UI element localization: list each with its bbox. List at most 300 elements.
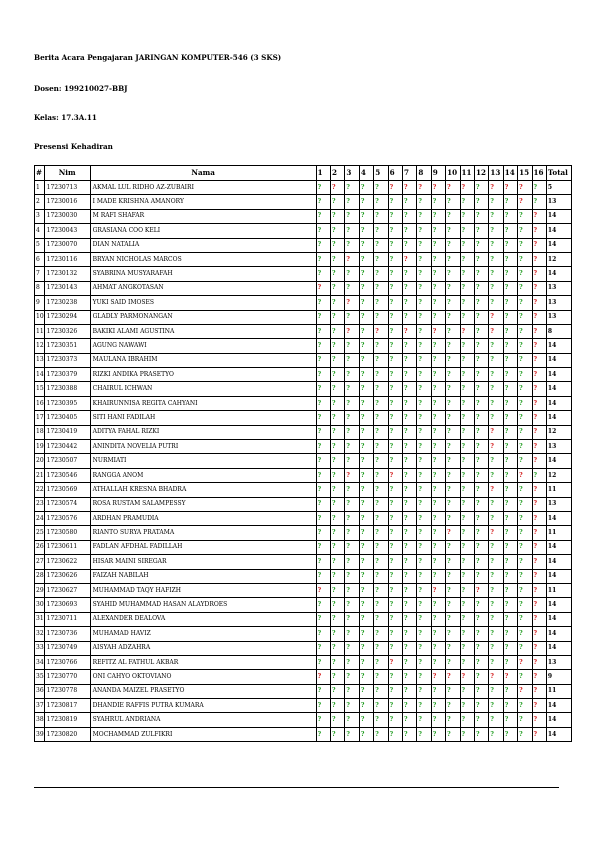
student-name: M RAFI SHAFAR [90,209,316,223]
attendance-mark: ? [446,324,460,338]
attendance-mark: ? [489,483,503,497]
attendance-mark: ? [460,655,474,669]
attendance-mark: ? [359,598,373,612]
student-nim: 17230713 [44,181,90,195]
attendance-mark: ? [374,310,388,324]
attendance-total: 13 [546,310,571,324]
attendance-mark: ? [431,684,445,698]
attendance-mark: ? [316,670,330,684]
attendance-mark: ? [331,641,345,655]
attendance-mark: ? [374,238,388,252]
attendance-mark: ? [417,655,431,669]
attendance-total: 14 [546,353,571,367]
attendance-mark: ? [374,555,388,569]
attendance-mark: ? [316,281,330,295]
attendance-mark: ? [345,440,359,454]
row-number: 1 [35,181,45,195]
attendance-mark: ? [446,699,460,713]
attendance-total: 13 [546,440,571,454]
attendance-total: 11 [546,526,571,540]
attendance-mark: ? [402,497,416,511]
attendance-mark: ? [431,670,445,684]
attendance-mark: ? [532,368,546,382]
attendance-mark: ? [374,454,388,468]
attendance-mark: ? [331,526,345,540]
student-name: AHMAT ANGKOTASAN [90,281,316,295]
attendance-mark: ? [503,224,517,238]
attendance-mark: ? [388,511,402,525]
student-name: FADLAN AFDHAL FADILLAH [90,540,316,554]
attendance-mark: ? [345,555,359,569]
attendance-mark: ? [518,425,532,439]
attendance-mark: ? [446,195,460,209]
attendance-mark: ? [446,612,460,626]
attendance-mark: ? [532,511,546,525]
attendance-mark: ? [446,598,460,612]
attendance-mark: ? [331,181,345,195]
attendance-mark: ? [402,195,416,209]
student-name: RANGGA ANOM [90,468,316,482]
attendance-mark: ? [374,411,388,425]
attendance-mark: ? [532,555,546,569]
attendance-mark: ? [316,497,330,511]
attendance-mark: ? [316,440,330,454]
attendance-mark: ? [532,627,546,641]
row-number: 26 [35,540,45,554]
table-row [35,252,572,266]
attendance-mark: ? [417,368,431,382]
row-number: 23 [35,497,45,511]
attendance-mark: ? [532,195,546,209]
attendance-mark: ? [474,454,488,468]
attendance-mark: ? [316,238,330,252]
attendance-mark: ? [374,339,388,353]
attendance-mark: ? [388,440,402,454]
student-nim: 17230388 [44,382,90,396]
attendance-mark: ? [388,641,402,655]
attendance-mark: ? [345,353,359,367]
attendance-mark: ? [460,267,474,281]
attendance-mark: ? [359,195,373,209]
attendance-mark: ? [431,727,445,741]
attendance-mark: ? [518,396,532,410]
column-header: 2 [331,166,345,181]
table-row [35,425,572,439]
attendance-mark: ? [359,511,373,525]
attendance-mark: ? [402,324,416,338]
attendance-mark: ? [446,727,460,741]
table-row [35,497,572,511]
student-nim: 17230030 [44,209,90,223]
table-row [35,368,572,382]
attendance-mark: ? [474,627,488,641]
column-header: 7 [402,166,416,181]
table-row [35,353,572,367]
attendance-mark: ? [417,627,431,641]
attendance-mark: ? [518,382,532,396]
attendance-mark: ? [518,655,532,669]
student-name: ANANDA MAIZEL PRASETYO [90,684,316,698]
attendance-mark: ? [374,195,388,209]
attendance-mark: ? [489,324,503,338]
attendance-mark: ? [474,555,488,569]
attendance-mark: ? [431,497,445,511]
attendance-mark: ? [374,641,388,655]
attendance-table [34,165,572,742]
student-name: ANINDITA NOVELIA PUTRI [90,440,316,454]
column-header: # [35,166,45,181]
attendance-mark: ? [417,181,431,195]
attendance-mark: ? [331,411,345,425]
attendance-mark: ? [359,425,373,439]
attendance-mark: ? [431,627,445,641]
attendance-mark: ? [316,396,330,410]
attendance-total: 8 [546,324,571,338]
attendance-mark: ? [474,224,488,238]
attendance-mark: ? [345,324,359,338]
attendance-mark: ? [331,468,345,482]
student-name: AISYAH ADZAHRA [90,641,316,655]
attendance-mark: ? [417,440,431,454]
table-row [35,670,572,684]
attendance-mark: ? [316,382,330,396]
attendance-mark: ? [402,181,416,195]
attendance-mark: ? [446,468,460,482]
table-row [35,468,572,482]
attendance-mark: ? [460,339,474,353]
attendance-mark: ? [417,382,431,396]
attendance-mark: ? [460,209,474,223]
attendance-mark: ? [446,339,460,353]
attendance-total: 14 [546,411,571,425]
attendance-mark: ? [518,670,532,684]
attendance-mark: ? [460,526,474,540]
attendance-total: 13 [546,296,571,310]
student-nim: 17230405 [44,411,90,425]
row-number: 20 [35,454,45,468]
attendance-mark: ? [503,699,517,713]
attendance-mark: ? [489,555,503,569]
attendance-mark: ? [474,411,488,425]
attendance-mark: ? [503,324,517,338]
row-number: 38 [35,713,45,727]
attendance-mark: ? [460,425,474,439]
attendance-mark: ? [532,612,546,626]
column-header: 16 [532,166,546,181]
attendance-mark: ? [489,382,503,396]
attendance-mark: ? [460,569,474,583]
attendance-mark: ? [402,281,416,295]
attendance-mark: ? [417,238,431,252]
attendance-mark: ? [316,583,330,597]
attendance-mark: ? [460,310,474,324]
attendance-mark: ? [388,569,402,583]
attendance-mark: ? [417,598,431,612]
attendance-mark: ? [532,699,546,713]
student-nim: 17230419 [44,425,90,439]
attendance-mark: ? [460,583,474,597]
attendance-total: 9 [546,670,571,684]
attendance-mark: ? [402,670,416,684]
student-name: DIAN NATALIA [90,238,316,252]
column-header: 6 [388,166,402,181]
attendance-mark: ? [460,411,474,425]
attendance-mark: ? [331,368,345,382]
attendance-mark: ? [460,727,474,741]
attendance-mark: ? [345,339,359,353]
attendance-mark: ? [431,382,445,396]
attendance-mark: ? [417,209,431,223]
attendance-mark: ? [388,583,402,597]
attendance-mark: ? [518,411,532,425]
attendance-mark: ? [331,440,345,454]
attendance-mark: ? [474,727,488,741]
attendance-total: 14 [546,382,571,396]
attendance-total: 14 [546,267,571,281]
table-row [35,440,572,454]
attendance-mark: ? [489,396,503,410]
attendance-mark: ? [503,209,517,223]
attendance-mark: ? [503,454,517,468]
attendance-mark: ? [345,382,359,396]
attendance-mark: ? [431,555,445,569]
attendance-mark: ? [345,511,359,525]
attendance-mark: ? [316,195,330,209]
attendance-mark: ? [431,396,445,410]
student-name: BAKIKI ALAMI AGUSTINA [90,324,316,338]
attendance-mark: ? [388,497,402,511]
student-nim: 17230749 [44,641,90,655]
attendance-mark: ? [503,396,517,410]
attendance-mark: ? [532,296,546,310]
attendance-mark: ? [417,583,431,597]
attendance-mark: ? [489,497,503,511]
attendance-mark: ? [402,598,416,612]
attendance-mark: ? [503,267,517,281]
attendance-mark: ? [402,353,416,367]
attendance-mark: ? [518,468,532,482]
attendance-mark: ? [503,555,517,569]
attendance-mark: ? [316,684,330,698]
attendance-mark: ? [316,641,330,655]
attendance-mark: ? [460,353,474,367]
attendance-mark: ? [474,382,488,396]
attendance-mark: ? [374,583,388,597]
attendance-mark: ? [518,195,532,209]
student-nim: 17230574 [44,497,90,511]
row-number: 3 [35,209,45,223]
attendance-mark: ? [460,468,474,482]
attendance-mark: ? [417,670,431,684]
attendance-mark: ? [446,454,460,468]
attendance-mark: ? [316,511,330,525]
attendance-mark: ? [359,699,373,713]
attendance-mark: ? [417,483,431,497]
table-row [35,612,572,626]
attendance-mark: ? [374,368,388,382]
row-number: 35 [35,670,45,684]
attendance-mark: ? [374,598,388,612]
attendance-mark: ? [388,296,402,310]
student-nim: 17230627 [44,583,90,597]
attendance-mark: ? [374,209,388,223]
row-number: 7 [35,267,45,281]
attendance-mark: ? [417,411,431,425]
attendance-mark: ? [489,684,503,698]
attendance-mark: ? [331,224,345,238]
attendance-total: 14 [546,598,571,612]
attendance-mark: ? [388,252,402,266]
student-name: MOCHAMMAD ZULFIKRI [90,727,316,741]
attendance-mark: ? [402,468,416,482]
attendance-mark: ? [388,425,402,439]
attendance-mark: ? [489,598,503,612]
attendance-mark: ? [345,411,359,425]
attendance-mark: ? [460,699,474,713]
attendance-mark: ? [503,181,517,195]
attendance-mark: ? [489,181,503,195]
attendance-mark: ? [460,238,474,252]
student-name: RIZKI ANDIKA PRASETYO [90,368,316,382]
attendance-mark: ? [359,339,373,353]
attendance-mark: ? [359,281,373,295]
attendance-mark: ? [345,281,359,295]
student-nim: 17230395 [44,396,90,410]
attendance-mark: ? [417,425,431,439]
student-nim: 17230351 [44,339,90,353]
attendance-mark: ? [359,238,373,252]
column-header: Nim [44,166,90,181]
row-number: 14 [35,368,45,382]
attendance-mark: ? [388,684,402,698]
attendance-mark: ? [316,612,330,626]
attendance-mark: ? [417,396,431,410]
row-number: 32 [35,627,45,641]
attendance-mark: ? [316,353,330,367]
attendance-mark: ? [532,411,546,425]
attendance-mark: ? [446,684,460,698]
attendance-mark: ? [503,598,517,612]
student-nim: 17230238 [44,296,90,310]
row-number: 28 [35,569,45,583]
attendance-mark: ? [345,727,359,741]
attendance-mark: ? [331,713,345,727]
row-number: 6 [35,252,45,266]
attendance-mark: ? [331,382,345,396]
attendance-mark: ? [431,612,445,626]
attendance-mark: ? [388,540,402,554]
attendance-mark: ? [345,526,359,540]
attendance-mark: ? [503,670,517,684]
attendance-mark: ? [431,713,445,727]
attendance-mark: ? [417,252,431,266]
attendance-mark: ? [474,655,488,669]
attendance-mark: ? [460,368,474,382]
attendance-mark: ? [374,699,388,713]
attendance-mark: ? [503,368,517,382]
attendance-mark: ? [402,310,416,324]
attendance-mark: ? [503,655,517,669]
attendance-mark: ? [417,569,431,583]
attendance-mark: ? [331,209,345,223]
attendance-mark: ? [331,252,345,266]
attendance-mark: ? [388,727,402,741]
attendance-mark: ? [402,612,416,626]
attendance-total: 14 [546,238,571,252]
attendance-mark: ? [474,483,488,497]
attendance-mark: ? [489,195,503,209]
student-nim: 17230546 [44,468,90,482]
attendance-mark: ? [374,483,388,497]
attendance-mark: ? [359,324,373,338]
attendance-mark: ? [402,425,416,439]
attendance-mark: ? [359,411,373,425]
attendance-mark: ? [460,296,474,310]
attendance-mark: ? [359,670,373,684]
attendance-mark: ? [518,713,532,727]
attendance-mark: ? [417,454,431,468]
row-number: 34 [35,655,45,669]
attendance-mark: ? [388,382,402,396]
attendance-total: 14 [546,540,571,554]
student-nim: 17230132 [44,267,90,281]
attendance-mark: ? [316,324,330,338]
table-row [35,195,572,209]
attendance-mark: ? [374,353,388,367]
attendance-mark: ? [316,411,330,425]
student-nim: 17230070 [44,238,90,252]
attendance-mark: ? [331,627,345,641]
attendance-mark: ? [460,598,474,612]
column-header: 15 [518,166,532,181]
table-row [35,324,572,338]
attendance-mark: ? [503,540,517,554]
attendance-mark: ? [359,454,373,468]
attendance-mark: ? [316,181,330,195]
row-number: 21 [35,468,45,482]
attendance-mark: ? [532,425,546,439]
table-row [35,310,572,324]
attendance-mark: ? [489,727,503,741]
attendance-mark: ? [402,440,416,454]
class-line: Kelas: 17.3A.11 [34,113,97,122]
attendance-mark: ? [446,555,460,569]
attendance-mark: ? [402,713,416,727]
column-header: 1 [316,166,330,181]
row-number: 30 [35,598,45,612]
attendance-mark: ? [388,224,402,238]
attendance-total: 14 [546,627,571,641]
attendance-mark: ? [316,267,330,281]
attendance-mark: ? [374,181,388,195]
attendance-mark: ? [359,310,373,324]
table-row [35,396,572,410]
attendance-mark: ? [446,411,460,425]
attendance-total: 13 [546,281,571,295]
attendance-mark: ? [460,252,474,266]
attendance-mark: ? [316,555,330,569]
attendance-mark: ? [388,555,402,569]
student-name: AKMAL LUL RIDHO AZ-ZUBAIRI [90,181,316,195]
attendance-mark: ? [316,209,330,223]
attendance-mark: ? [331,195,345,209]
table-row [35,382,572,396]
student-nim: 17230580 [44,526,90,540]
table-row [35,569,572,583]
table-row [35,224,572,238]
attendance-mark: ? [532,440,546,454]
attendance-mark: ? [532,569,546,583]
